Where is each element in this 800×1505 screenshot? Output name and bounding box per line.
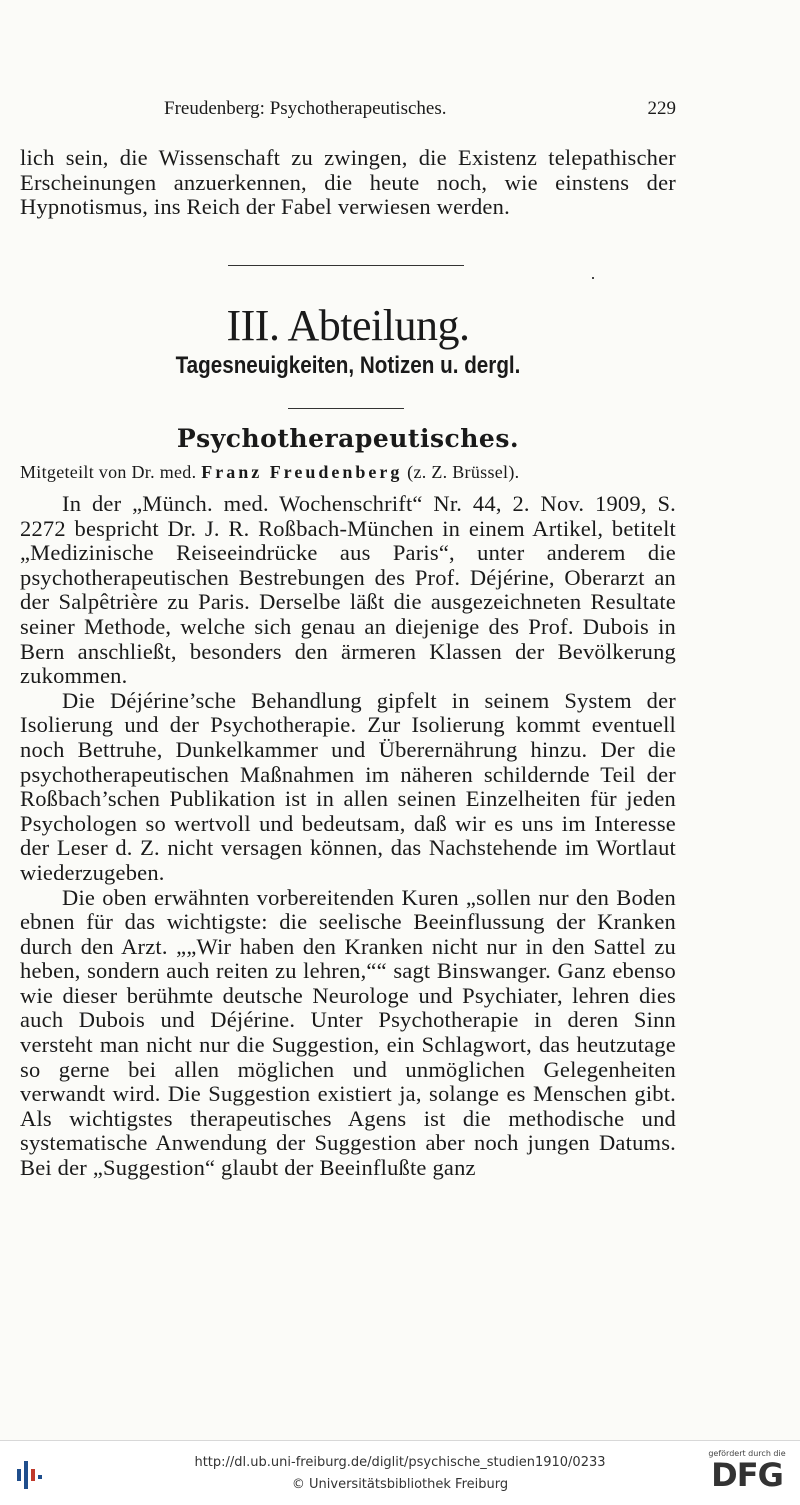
- intro-paragraph-block: [20, 146, 676, 220]
- byline: [20, 462, 676, 483]
- page-number: 229: [647, 98, 676, 119]
- byline-author: Franz Freudenberg: [201, 462, 403, 482]
- section-subheading: Tagesneuigkeiten, Notizen u. dergl.: [175, 352, 521, 379]
- print-speck: [592, 277, 594, 279]
- copyright-notice: © Universitätsbibliothek Freiburg: [291, 1477, 509, 1492]
- running-head-title: Freudenberg: Psychotherapeutisches.: [164, 98, 447, 119]
- source-url-link[interactable]: http://dl.ub.uni-freiburg.de/diglit/psychische_studien1910/0233: [194, 1455, 606, 1470]
- byline-prefix: Mitgeteilt von Dr. med.: [20, 462, 197, 482]
- byline-location: (z. Z. Brüssel).: [407, 462, 520, 482]
- separator-rule-short: [288, 408, 404, 409]
- dfg-caption: gefördert durch die: [708, 1449, 786, 1458]
- viewer-footer: [0, 1440, 800, 1505]
- article-title: Psychotherapeutisches.: [176, 424, 520, 453]
- intro-paragraph: lich sein, die Wissenschaft zu zwingen, die Existenz telepathischer Erscheinungen anzuerkennen, die heute noch, wie einstens der Hypnotismus, ins Reich der Fabel verwiesen werden.: [20, 145, 676, 220]
- separator-rule: [228, 265, 464, 266]
- body-paragraph: In der „Münch. med. Wochenschrift“ Nr. 44, 2. Nov. 1909, S. 2272 bespricht Dr. J. R. Roßbach-München in einem Artikel, betitelt „Medizinische Reiseeindrücke aus Paris“, unter anderem die psychotherapeutischen Bestrebungen des Prof. Déjérine, Oberarzt an der Salpêtrière zu Paris. Derselbe läßt die ausgezeichneten Resultate seiner Methode, welche sich genau an diejenige des Prof. Dubois in Bern anschließt, besonders den ärmeren Klassen der Bevölkerung zukommen.: [20, 491, 676, 689]
- body-paragraph: Die Déjérine’sche Behandlung gipfelt in seinem System der Isolierung und der Psychotherapie. Zur Isolierung kommt eventuell noch Bettruhe, Dunkelkammer und Überernährung hinzu. Der die psychotherapeutischen Maßnahmen im näheren schildernde Teil der Roßbach’schen Publikation ist in allen seinen Einzelheiten für jeden Psychologen so wertvoll und bedeutsam, daß wir es uns im Interesse der Leser d. Z. nicht versagen können, das Nachstehende im Wortlaut wiederzugeben.: [20, 687, 676, 885]
- section-heading: III. Abteilung.: [226, 301, 470, 350]
- body-paragraph: Die oben erwähnten vorbereitenden Kuren „sollen nur den Boden ebnen für das wichtigste: die seelische Beeinflussung der Kranken durch den Arzt. „„Wir haben den Kranken nicht nur in den Sattel zu heben, sondern auch reiten zu lehren,““ sagt Binswanger. Ganz ebenso wie dieser berühmte deutsche Neurologe und Psychiater, lehren dies auch Dubois und Déjérine. Unter Psychotherapie in deren Sinn versteht man nicht nur die Suggestion, ein Schlagwort, das heutzutage so gerne bei allen möglichen und unmöglichen Gelegenheiten verwandt wird. Die Suggestion existiert ja, solange es Menschen gibt. Als wichtigstes therapeutisches Agens ist die methodische und systematische Anwendung der Suggestion aber noch jungen Datums. Bei der „Suggestion“ glaubt der Beeinflußte ganz: [20, 884, 676, 1181]
- dfg-logo-text: DFG: [711, 1456, 783, 1494]
- dfg-logo: [702, 1449, 792, 1499]
- article-body: [20, 492, 676, 1181]
